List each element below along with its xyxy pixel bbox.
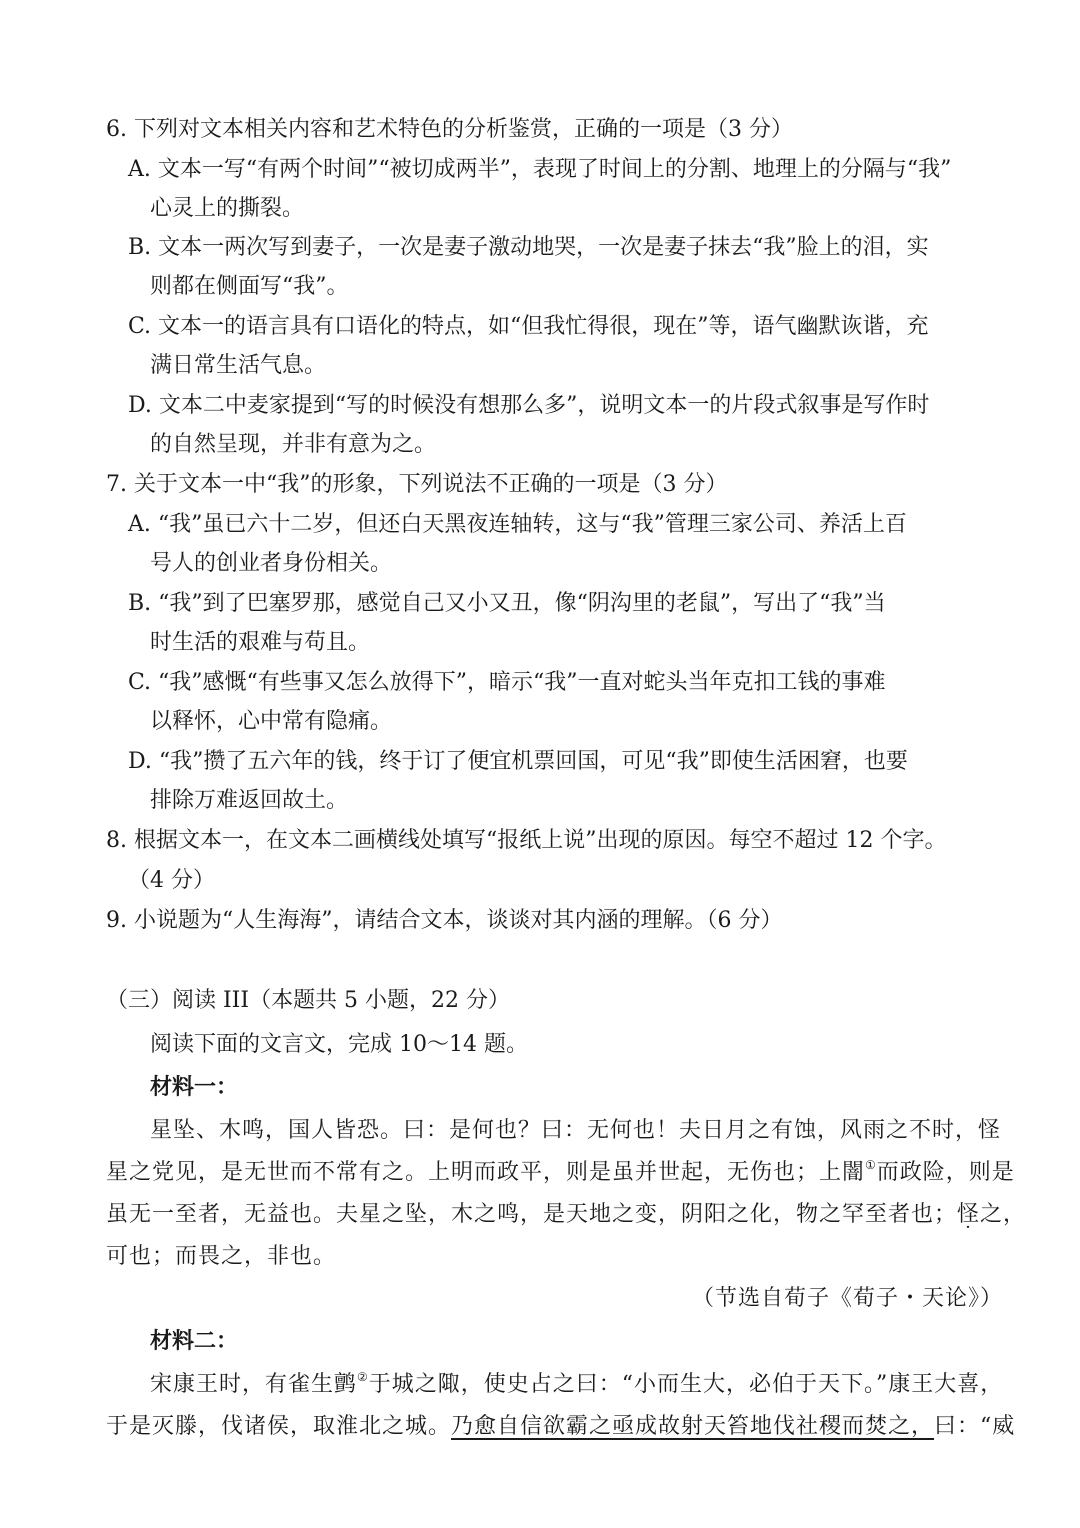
- q6-option-c-line1: C. 文本一的语言具有口语化的特点，如“但我忙得很，现在”等，语气幽默诙谐，充: [128, 314, 929, 339]
- material-two-line2-part1: 于是灭滕，伐诸侯，取淮北之城。: [106, 1414, 452, 1439]
- material-one-line2: [106, 1158, 1015, 1188]
- q6-option-b-line1: B. 文本一两次写到妻子，一次是妻子激动地哭，一次是妻子抹去“我”脸上的泪，实: [128, 235, 929, 260]
- q7-stem: 7. 关于文本一中“我”的形象，下列说法不正确的一项是（3 分）: [106, 472, 728, 497]
- material-one-line3-part2: 之，: [980, 1202, 1027, 1227]
- q6-stem: 6. 下列对文本相关内容和艺术特色的分析鉴赏，正确的一项是（3 分）: [106, 117, 793, 142]
- underlined-sentence: 乃愈自信欲霸之亟成故射天笞地伐社稷而焚之，: [451, 1414, 935, 1439]
- q6-option-d-line2: 的自然呈现，并非有意为之。: [150, 432, 437, 457]
- material-two-line2-part2: 曰：“威: [934, 1414, 1016, 1439]
- material-two-line1: [150, 1370, 1003, 1400]
- material-two-line2: [106, 1412, 1015, 1442]
- q8-score: （4 分）: [128, 868, 215, 893]
- material-one-label: 材料一：: [150, 1074, 239, 1100]
- q8-stem: 8. 根据文本一，在文本二画横线处填写“报纸上说”出现的原因。每空不超过 12 个字。: [106, 828, 947, 853]
- footnote-marker-2: ②: [357, 1370, 369, 1384]
- q7-option-d-line1: D. “我”攒了五六年的钱，终于订了便宜机票回国，可见“我”即使生活困窘，也要: [128, 749, 908, 774]
- q7-option-c-line2: 以释怀，心中常有隐痛。: [150, 709, 393, 734]
- material-one-line1: 星坠、木鸣，国人皆恐。曰：是何也？曰：无何也！夫日月之有蚀，风雨之不时，怪: [150, 1118, 1002, 1143]
- q6-option-d-line1: D. 文本二中麦家提到“写的时候没有想那么多”，说明文本一的片段式叙事是写作时: [128, 393, 930, 418]
- q6-option-c-line2: 满日常生活气息。: [150, 353, 327, 378]
- q7-option-b-line2: 时生活的艰难与苟且。: [150, 630, 371, 655]
- q7-option-d-line2: 排除万难返回故土。: [150, 788, 349, 813]
- footnote-marker-1: ①: [865, 1158, 877, 1172]
- q9-stem: 9. 小说题为“人生海海”，请结合文本，谈谈对其内涵的理解。（6 分）: [106, 908, 783, 933]
- material-one-line3: [106, 1200, 1026, 1230]
- q7-option-a-line2: 号人的创业者身份相关。: [150, 551, 393, 576]
- emphasis-dotted-char: 怪: [957, 1202, 981, 1227]
- material-two-line1-part2: 于城之陬，使史占之曰：“小而生大，必伯于天下。”康王大喜，: [368, 1372, 1004, 1397]
- section-intro: 阅读下面的文言文，完成 10～14 题。: [150, 1032, 528, 1057]
- section-title: （三）阅读 III（本题共 5 小题，22 分）: [106, 988, 511, 1013]
- q7-option-a-line1: A. “我”虽已六十二岁，但还白天黑夜连轴转，这与“我”管理三家公司、养活上百: [128, 512, 907, 537]
- q7-option-c-line1: C. “我”感慨“有些事又怎么放得下”，暗示“我”一直对蛇头当年克扣工钱的事难: [128, 670, 886, 695]
- material-one-line3-part1: 虽无一至者，无益也。夫星之坠，木之鸣，是天地之变，阴阳之化，物之罕至者也；: [106, 1202, 958, 1227]
- material-two-label: 材料二：: [150, 1328, 239, 1354]
- material-one-source: （节选自荀子《荀子・天论》）: [692, 1286, 1004, 1311]
- material-one-line2-part2: 而政险，则是: [876, 1160, 1015, 1185]
- q6-option-a-line1: A. 文本一写“有两个时间”“被切成两半”，表现了时间上的分割、地理上的分隔与“我”: [128, 157, 952, 182]
- material-two-line1-part1: 宋康王时，有雀生鹯: [150, 1372, 358, 1397]
- material-one-line4: 可也；而畏之，非也。: [106, 1244, 337, 1269]
- q7-option-b-line1: B. “我”到了巴塞罗那，感觉自己又小又丑，像“阴沟里的老鼠”，写出了“我”当: [128, 591, 886, 616]
- q6-option-a-line2: 心灵上的撕裂。: [150, 196, 305, 221]
- material-one-line2-part1: 星之党见，是无世而不常有之。上明而政平，则是虽并世起，无伤也；上闇: [106, 1160, 866, 1185]
- q6-option-b-line2: 则都在侧面写“我”。: [150, 274, 349, 299]
